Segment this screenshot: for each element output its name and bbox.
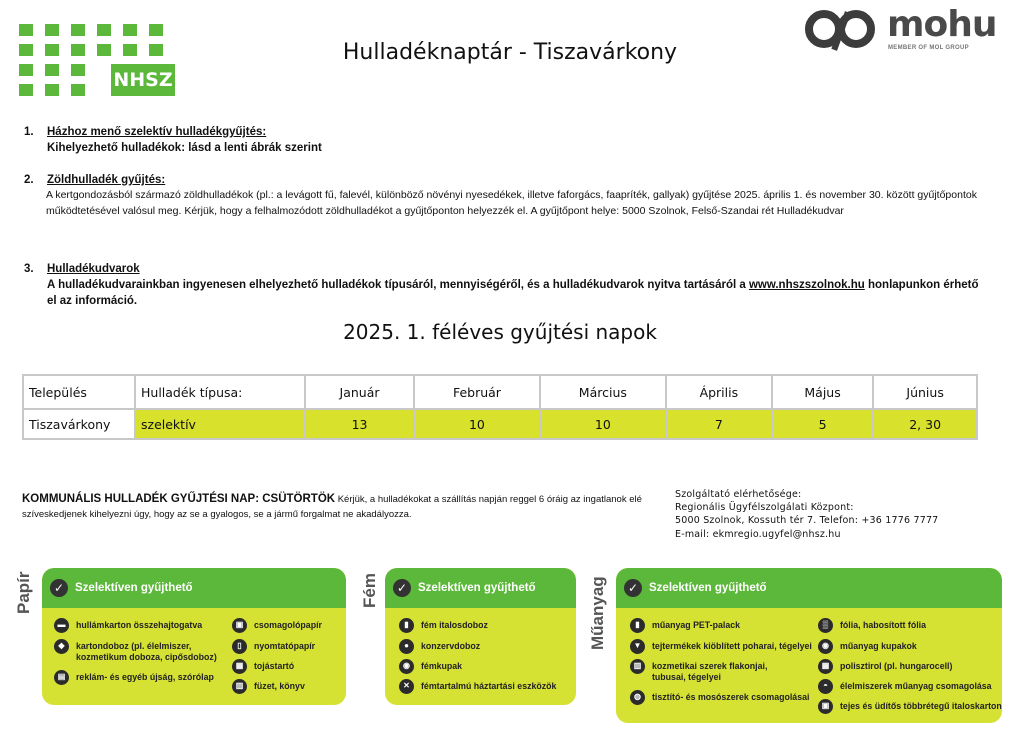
table-cell: 10: [540, 409, 666, 439]
list-item: ▦ polisztirol (pl. hungarocell): [818, 661, 952, 674]
plastic-card: [616, 568, 1002, 723]
table-cell: 5: [772, 409, 873, 439]
table-cell: szelektív: [135, 409, 305, 439]
section-body: [47, 277, 987, 309]
section-body: A kertgondozásból származó zöldhulladékok (pl.: a levágott fű, falevél, különböző növényi nyesedékek, illetve faforgács, faapríték, gallyak) gyűjtése 2025. április 1. és november 30. között gyűjtőpontok működtetésével valósul meg. Kérjük, hogy a felhalmozódott zöldhulladékot a gyűjtőponton helyezzék el. A gyűjtőpont helye: 5000 Szolnok, Felső-Szandai rét Hulladékudvar: [46, 189, 977, 217]
card-header: [385, 568, 576, 608]
section-body: Kihelyezhető hulladékok: lásd a lenti ábrák szerint: [47, 142, 322, 154]
logo-square: [149, 24, 163, 36]
header-cell: Február: [414, 375, 540, 409]
nhsz-logo-text: NHSZ: [111, 64, 175, 96]
contact-line: Regionális Ügyfélszolgálati Központ:: [675, 502, 854, 514]
mohu-wordmark: mohu: [887, 4, 997, 45]
list-item: ✕ fémtartalmú háztartási eszközök: [399, 681, 556, 694]
polystyrene-icon: ▦: [818, 659, 833, 674]
section-heading: Házhoz menő szelektív hulladékgyűjtés:: [47, 126, 267, 138]
tin-can-icon: ●: [399, 639, 414, 654]
logo-square: [123, 44, 137, 56]
card-title: Szelektíven gyűjthető: [75, 582, 193, 594]
logo-square: [71, 64, 85, 76]
card-title: Szelektíven gyűjthető: [418, 582, 536, 594]
plastic-label: Műanyag: [588, 576, 607, 650]
metal-card: [385, 568, 576, 705]
wrapping-paper-icon: ▣: [232, 618, 247, 633]
website-link[interactable]: www.nhszszolnok.hu: [748, 279, 865, 291]
plastic-cap-icon: ◉: [818, 639, 833, 654]
list-item: ▦ tojástartó: [232, 661, 294, 674]
list-item: ▥ füzet, könyv: [232, 681, 305, 694]
list-item: ▥ kozmetikai szerek flakonjai, tubusai, tégelyei: [630, 661, 800, 682]
table-header-row: [23, 375, 977, 409]
contact-info: [675, 488, 938, 541]
table-cell: Tiszavárkony: [23, 409, 135, 439]
contact-line: 5000 Szolnok, Kossuth tér 7. Telefon: +36 1776 7777: [675, 515, 939, 527]
list-item: ▣ tejes és üdítős többrétegű italoskarton: [818, 701, 1002, 714]
list-item: ▮ fém italosdoboz: [399, 620, 488, 633]
header-cell: Április: [666, 375, 772, 409]
list-item: ▯ nyomtatópapír: [232, 641, 315, 654]
table-cell: 7: [666, 409, 772, 439]
communal-waste-notice: [22, 492, 652, 522]
page-title: Hulladéknaptár - Tiszavárkony: [342, 40, 678, 65]
mohu-logo: [804, 4, 997, 56]
box-icon: ◆: [54, 639, 69, 654]
book-icon: ▥: [232, 679, 247, 694]
card-title: Szelektíven gyűjthető: [649, 582, 767, 594]
notice-day: CSÜTÖRTÖK: [262, 493, 336, 505]
list-item: ▬ hullámkarton összehajtogatva: [54, 620, 214, 633]
beverage-carton-icon: ▣: [818, 699, 833, 714]
logo-square: [97, 24, 111, 36]
logo-square: [45, 64, 59, 76]
list-item: ▤ reklám- és egyéb újság, szórólap: [54, 672, 224, 685]
header-cell: Hulladék típusa:: [135, 375, 305, 409]
nhsz-logo: [19, 24, 175, 96]
logo-square: [45, 44, 59, 56]
header-cell: Március: [540, 375, 666, 409]
list-item: ▒ fólia, habosított fólia: [818, 620, 926, 633]
table-row: [23, 409, 977, 439]
section-body-text-end: honlapunkon érhető el az információ.: [47, 279, 979, 307]
table-cell: 10: [414, 409, 540, 439]
logo-square: [19, 64, 33, 76]
table-cell: 13: [305, 409, 414, 439]
notice-lead: KOMMUNÁLIS HULLADÉK GYŰJTÉSI NAP:: [22, 493, 263, 505]
list-item: ◉ fémkupak: [399, 661, 462, 674]
table-cell: 2, 30: [873, 409, 977, 439]
logo-square: [97, 44, 111, 56]
mohu-symbol-icon: [804, 8, 882, 54]
logo-square: [19, 24, 33, 36]
header-cell: Június: [873, 375, 977, 409]
mohu-tagline: MEMBER OF MOL GROUP: [888, 45, 969, 51]
logo-square: [19, 84, 33, 96]
check-icon: ✓: [50, 579, 68, 597]
cardboard-icon: ▬: [54, 618, 69, 633]
contact-line: Szolgáltató elérhetősége:: [675, 489, 802, 500]
paper-card: [42, 568, 346, 705]
list-item: ▮ műanyag PET-palack: [630, 620, 740, 633]
logo-square: [71, 84, 85, 96]
contact-line: E-mail: ekmregio.ugyfel@nhsz.hu: [675, 528, 841, 540]
header-cell: Település: [23, 375, 135, 409]
list-item: ▼ tejtermékek kiöblített poharai, tégelyei: [630, 641, 812, 654]
bottle-cap-icon: ◉: [399, 659, 414, 674]
metal-label: Fém: [360, 573, 379, 608]
foil-icon: ▒: [818, 618, 833, 633]
card-header: [616, 568, 1002, 608]
food-packaging-icon: ◓: [818, 679, 833, 694]
section-number: 2.: [24, 174, 34, 186]
egg-carton-icon: ▦: [232, 659, 247, 674]
section-number: 3.: [24, 263, 34, 275]
logo-square: [149, 44, 163, 56]
list-item: ◆ kartondoboz (pl. élelmiszer, kozmetikum doboza, cipősdoboz): [54, 641, 224, 662]
pet-bottle-icon: ▮: [630, 618, 645, 633]
logo-square: [71, 44, 85, 56]
section-heading: Hulladékudvarok: [47, 263, 140, 275]
detergent-icon: ◍: [630, 690, 645, 705]
newspaper-icon: ▤: [54, 670, 69, 685]
list-item: ◉ műanyag kupakok: [818, 641, 917, 654]
list-item: ◓ élelmiszerek műanyag csomagolása: [818, 681, 992, 694]
notice-text: Kérjük, a hulladékokat a szállítás napján reggel 6 óráig az ingatlanok elé szíveskedjenek kihelyezni úgy, hogy az se a gyalogos, se a jármű forgalmat ne akadályozza.: [22, 494, 642, 520]
logo-square: [45, 84, 59, 96]
logo-square: [45, 24, 59, 36]
paper-sheet-icon: ▯: [232, 639, 247, 654]
tools-icon: ✕: [399, 679, 414, 694]
section-heading: Zöldhulladék gyűjtés:: [47, 174, 166, 186]
check-icon: ✓: [624, 579, 642, 597]
logo-square: [19, 44, 33, 56]
list-item: ● konzervdoboz: [399, 641, 480, 654]
list-item: ▣ csomagolópapír: [232, 620, 322, 633]
cosmetic-bottle-icon: ▥: [630, 659, 645, 674]
check-icon: ✓: [393, 579, 411, 597]
collection-table: [22, 374, 978, 440]
logo-square: [71, 24, 85, 36]
header-cell: Január: [305, 375, 414, 409]
header-cell: Május: [772, 375, 873, 409]
section-body-text: A hulladékudvarainkban ingyenesen elhelyezhető hulladékok típusáról, mennyiségéről, és a hulladékudvarok nyitva tartásáról a: [47, 279, 749, 291]
card-header: [42, 568, 346, 608]
can-icon: ▮: [399, 618, 414, 633]
logo-square: [123, 24, 137, 36]
list-item: ◍ tisztító- és mosószerek csomagolásai: [630, 692, 809, 705]
yogurt-cup-icon: ▼: [630, 639, 645, 654]
paper-label: Papír: [14, 571, 33, 614]
section-number: 1.: [24, 126, 34, 138]
calendar-title: 2025. 1. féléves gyűjtési napok: [343, 320, 657, 344]
